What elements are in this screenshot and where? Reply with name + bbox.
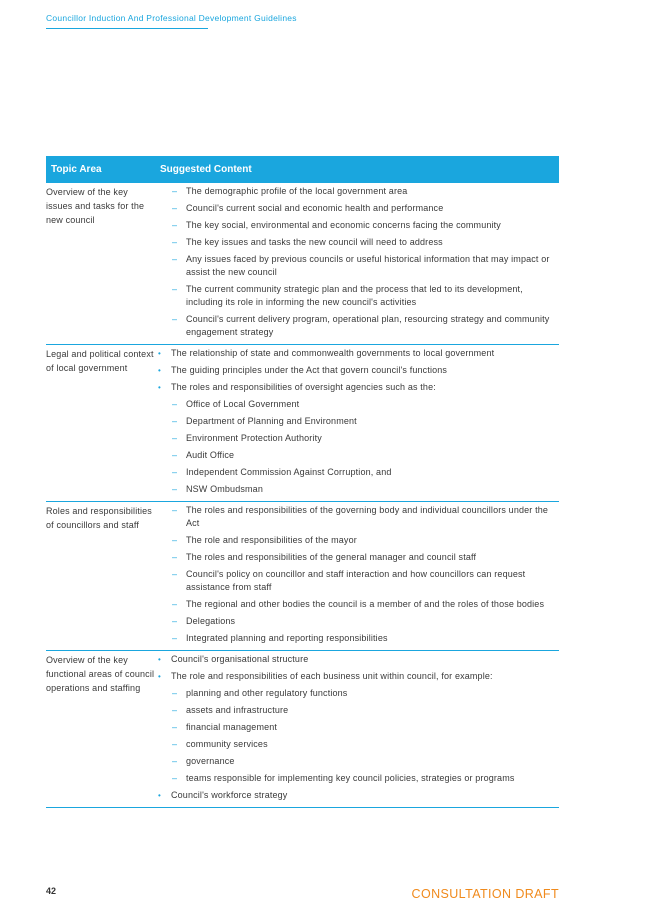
page-number: 42 [46,886,57,896]
list-item-text: Office of Local Government [186,399,300,409]
list-item-text: governance [186,756,235,766]
dash-marker-icon: – [172,633,178,643]
dash-list-item [156,483,559,496]
dash-marker-icon: – [172,569,178,579]
bullet-marker-icon: • [158,366,161,375]
bullet-marker-icon: • [158,672,161,681]
dash-marker-icon: – [172,237,178,247]
dash-list-item [156,398,559,411]
list-item-text: Delegations [186,616,236,626]
dash-list-item [156,721,559,734]
dash-marker-icon: – [172,773,178,783]
dash-marker-icon: – [172,616,178,626]
list-item-text: Independent Commission Against Corruption, and [186,467,392,477]
dash-list-item [156,313,559,339]
topic-area-cell: Legal and political context of local government [46,349,154,373]
list-item-text: The demographic profile of the local government area [186,186,408,196]
list-item-text: Council's current delivery program, operational plan, resourcing strategy and community engagement strategy [186,314,550,337]
table-row [46,651,559,808]
dash-marker-icon: – [172,314,178,324]
consultation-draft-label: CONSULTATION DRAFT [411,887,559,901]
dash-marker-icon: – [172,416,178,426]
bullet-list-item [156,789,559,802]
list-item-text: The role and responsibilities of each business unit within council, for example: [171,671,493,681]
list-item-text: The roles and responsibilities of oversight agencies such as the: [171,382,436,392]
dash-list-item [156,687,559,700]
bullet-list-item [156,381,559,394]
dash-list-item [156,415,559,428]
dash-marker-icon: – [172,433,178,443]
dash-list-item [156,534,559,547]
list-item-text: The guiding principles under the Act that govern council's functions [171,365,448,375]
list-item-text: The roles and responsibilities of the general manager and council staff [186,552,477,562]
dash-marker-icon: – [172,186,178,196]
bullet-marker-icon: • [158,791,161,800]
dash-marker-icon: – [172,552,178,562]
dash-marker-icon: – [172,739,178,749]
list-item-text: Any issues faced by previous councils or useful historical information that may impact or assist the new council [186,254,550,277]
dash-list-item [156,704,559,717]
table-row [46,183,559,345]
dash-marker-icon: – [172,756,178,766]
list-item-text: Environment Protection Authority [186,433,322,443]
dash-list-item [156,632,559,645]
list-item-text: NSW Ombudsman [186,484,263,494]
dash-list-item [156,568,559,594]
bullet-list-item [156,670,559,683]
dash-list-item [156,598,559,611]
topic-area-cell: Overview of the key issues and tasks for the new council [46,187,145,225]
list-item-text: Council's organisational structure [171,654,309,664]
dash-list-item [156,466,559,479]
bullet-marker-icon: • [158,383,161,392]
dash-list-item [156,432,559,445]
dash-list-item [156,738,559,751]
dash-marker-icon: – [172,722,178,732]
dash-marker-icon: – [172,203,178,213]
list-item-text: Integrated planning and reporting responsibilities [186,633,388,643]
dash-marker-icon: – [172,467,178,477]
list-item-text: community services [186,739,268,749]
dash-marker-icon: – [172,450,178,460]
list-item-text: The relationship of state and commonwealth governments to local government [171,348,495,358]
dash-marker-icon: – [172,688,178,698]
dash-marker-icon: – [172,284,178,294]
suggested-content-cell [156,653,559,806]
list-item-text: The regional and other bodies the council is a member of and the roles of those bodies [186,599,545,609]
dash-marker-icon: – [172,599,178,609]
dash-marker-icon: – [172,220,178,230]
content-table [46,156,559,808]
bullet-marker-icon: • [158,655,161,664]
dash-marker-icon: – [172,484,178,494]
suggested-content-cell [156,504,559,649]
list-item-text: teams responsible for implementing key council policies, strategies or programs [186,773,515,783]
list-item-text: The role and responsibilities of the mayor [186,535,357,545]
suggested-content-cell [156,347,559,500]
list-item-text: Department of Planning and Environment [186,416,357,426]
table-body [46,183,559,808]
header-rule [46,28,208,29]
dash-list-item [156,283,559,309]
bullet-marker-icon: • [158,349,161,358]
bullet-list-item [156,653,559,666]
list-item-text: financial management [186,722,278,732]
dash-list-item [156,772,559,785]
dash-marker-icon: – [172,399,178,409]
suggested-content-cell [156,185,559,343]
topic-area-cell: Roles and responsibilities of councillors and staff [46,506,152,530]
list-item-text: The roles and responsibilities of the governing body and individual councillors under the Act [186,505,549,528]
list-item-text: Council's policy on councillor and staff interaction and how councillors can request assistance from staff [186,569,526,592]
dash-list-item [156,755,559,768]
dash-list-item [156,449,559,462]
dash-list-item [156,202,559,215]
list-item-text: assets and infrastructure [186,705,289,715]
list-item-text: The current community strategic plan and the process that led to its development, including its role in informing the new council's activities [186,284,523,307]
list-item-text: Council's workforce strategy [171,790,288,800]
dash-list-item [156,236,559,249]
list-item-text: The key issues and tasks the new council will need to address [186,237,443,247]
dash-marker-icon: – [172,535,178,545]
bullet-list-item [156,364,559,377]
dash-list-item [156,615,559,628]
list-item-text: The key social, environmental and economic concerns facing the community [186,220,501,230]
document-header-title: Councillor Induction And Professional Development Guidelines [46,13,297,23]
list-item-text: Council's current social and economic health and performance [186,203,444,213]
dash-marker-icon: – [172,254,178,264]
dash-marker-icon: – [172,705,178,715]
table-header [46,156,559,183]
header-suggested-content: Suggested Content [160,164,252,175]
dash-list-item [156,185,559,198]
table-row [46,502,559,651]
dash-list-item [156,504,559,530]
dash-marker-icon: – [172,505,178,515]
bullet-list-item [156,347,559,360]
dash-list-item [156,219,559,232]
list-item-text: Audit Office [186,450,235,460]
dash-list-item [156,253,559,279]
header-topic-area: Topic Area [51,164,102,175]
topic-area-cell: Overview of the key functional areas of council operations and staffing [46,655,155,693]
dash-list-item [156,551,559,564]
table-row [46,345,559,502]
list-item-text: planning and other regulatory functions [186,688,348,698]
